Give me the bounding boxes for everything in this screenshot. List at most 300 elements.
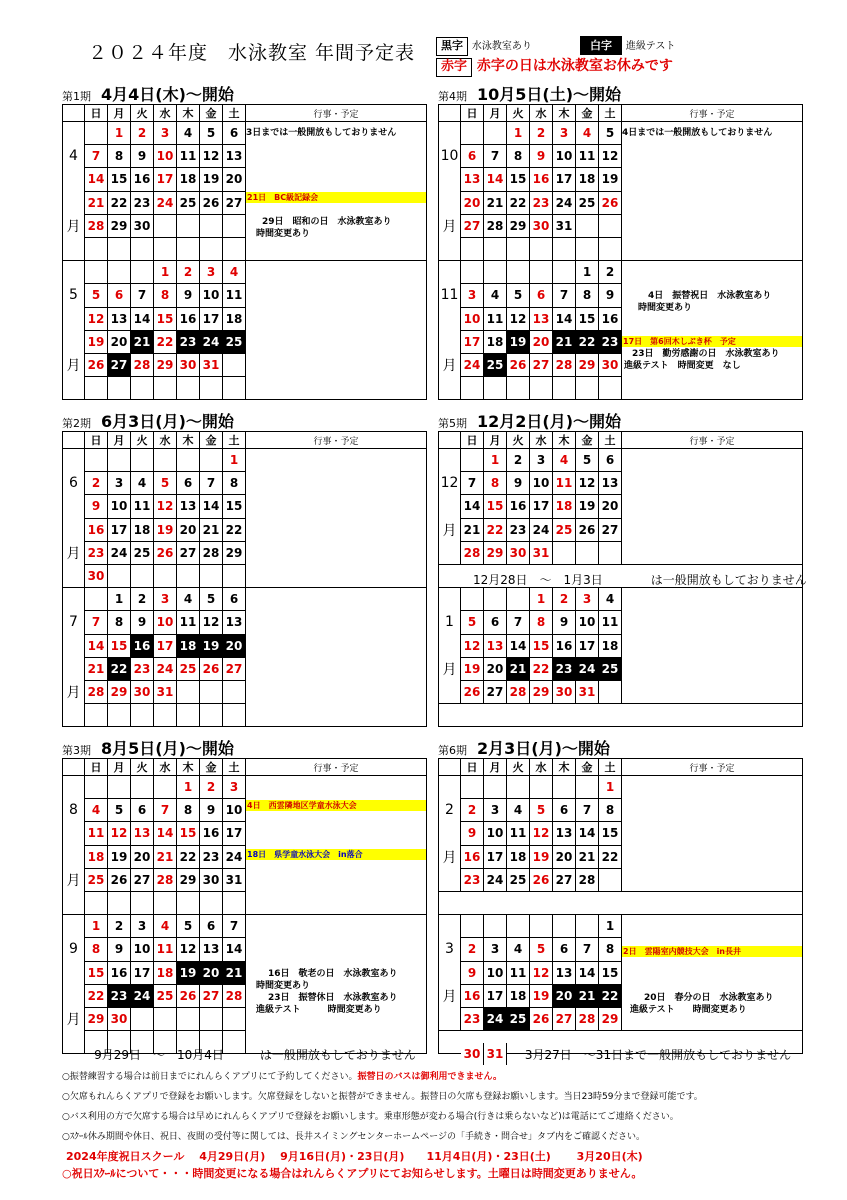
month-label: 月: [63, 541, 85, 564]
month-label: 月: [439, 984, 461, 1007]
month-label: 2: [439, 799, 461, 822]
day-cell: 15: [599, 822, 622, 845]
day-cell: 3: [553, 122, 576, 145]
span-note-row: [439, 891, 803, 914]
month-label: [63, 657, 85, 680]
event-cell: [246, 377, 427, 400]
day-cell: 24: [484, 868, 507, 891]
day-cell: 18: [223, 307, 246, 330]
day-cell: 6: [553, 799, 576, 822]
day-cell: 12: [108, 822, 131, 845]
event-cell: [246, 353, 427, 376]
day-cell: 10: [530, 472, 553, 495]
month-label: [63, 168, 85, 191]
day-cell: 25: [177, 191, 200, 214]
day-cell: 9: [461, 822, 484, 845]
note-apr-2: 29日 昭和の日 水泳教室あり: [262, 217, 392, 227]
day-cell: [484, 237, 507, 260]
day-cell: [553, 915, 576, 938]
day-cell: [484, 122, 507, 145]
day-cell: 23: [530, 191, 553, 214]
day-cell: 4: [507, 799, 530, 822]
day-cell: 17: [530, 495, 553, 518]
event-cell: [622, 845, 803, 868]
day-cell: [484, 588, 507, 611]
day-cell: [461, 377, 484, 400]
day-cell: 28: [85, 214, 108, 237]
day-cell: 1: [484, 449, 507, 472]
day-cell: 6: [108, 284, 131, 307]
day-cell: 16: [131, 634, 154, 657]
day-cell: [131, 237, 154, 260]
legend-red: [436, 57, 673, 77]
day-cell: [576, 541, 599, 564]
day-cell: [530, 915, 553, 938]
weekday-header: 金: [200, 105, 223, 122]
event-cell: [622, 377, 803, 400]
day-cell: 26: [200, 191, 223, 214]
day-cell: 28: [461, 541, 484, 564]
day-cell: 19: [177, 961, 200, 984]
day-cell: 14: [461, 495, 484, 518]
day-cell: 27: [553, 868, 576, 891]
day-cell: 12: [576, 472, 599, 495]
event-cell: [246, 938, 427, 961]
day-cell: 26: [200, 657, 223, 680]
day-cell: 4: [85, 799, 108, 822]
month-label: [439, 680, 461, 703]
day-cell: 24: [108, 541, 131, 564]
day-cell: [154, 214, 177, 237]
day-cell: 24: [576, 657, 599, 680]
day-cell: 19: [599, 168, 622, 191]
day-cell: 28: [484, 214, 507, 237]
day-cell: 6: [177, 472, 200, 495]
day-cell: 20: [131, 845, 154, 868]
day-cell: 23: [599, 330, 622, 353]
day-cell: 16: [461, 845, 484, 868]
event-header: 行事・予定: [246, 432, 427, 449]
day-cell: [108, 776, 131, 799]
day-cell: 30: [108, 1007, 131, 1030]
weekday-header: 水: [154, 759, 177, 776]
day-cell: 16: [131, 168, 154, 191]
period-heading: [438, 409, 621, 432]
weekday-header: 月: [484, 432, 507, 449]
day-cell: 1: [108, 588, 131, 611]
day-cell: 22: [108, 657, 131, 680]
day-cell: 11: [154, 938, 177, 961]
day-cell: 21: [154, 845, 177, 868]
day-cell: 9: [530, 145, 553, 168]
day-cell: [200, 680, 223, 703]
month-label: [439, 495, 461, 518]
day-cell: [154, 1007, 177, 1030]
legend-black-desc: 水泳教室あり: [471, 41, 532, 52]
event-cell: [246, 330, 427, 353]
day-cell: 13: [553, 961, 576, 984]
day-cell: 3: [131, 915, 154, 938]
day-cell: 23: [553, 657, 576, 680]
day-cell: 20: [530, 330, 553, 353]
day-cell: [576, 377, 599, 400]
day-cell: [461, 122, 484, 145]
day-cell: 26: [507, 353, 530, 376]
day-cell: 16: [507, 495, 530, 518]
month-col-head: [439, 759, 461, 776]
day-cell: 2: [200, 776, 223, 799]
day-cell: 15: [599, 961, 622, 984]
day-cell: 19: [576, 495, 599, 518]
day-cell: 29: [108, 680, 131, 703]
month-label: [63, 984, 85, 1007]
day-cell: 11: [131, 495, 154, 518]
day-cell: 2: [599, 261, 622, 284]
day-cell: 3: [576, 588, 599, 611]
day-cell: 9: [599, 284, 622, 307]
day-cell: 6: [223, 588, 246, 611]
note-oct-1: 4日までは一般開放もしておりません: [622, 128, 773, 138]
day-cell: [177, 237, 200, 260]
day-cell: 5: [461, 611, 484, 634]
event-header: 行事・予定: [622, 759, 803, 776]
day-cell: [553, 261, 576, 284]
day-cell: [576, 915, 599, 938]
day-cell: 17: [154, 168, 177, 191]
day-cell: [177, 680, 200, 703]
day-cell: 12: [530, 961, 553, 984]
event-cell: [622, 776, 803, 799]
day-cell: 13: [131, 822, 154, 845]
period-start: 12月2日(月)～開始: [477, 412, 622, 431]
weekday-header: 火: [507, 105, 530, 122]
day-cell: 15: [108, 168, 131, 191]
day-cell: 15: [154, 307, 177, 330]
day-cell: [223, 237, 246, 260]
event-cell: [622, 472, 803, 495]
day-cell: 13: [553, 822, 576, 845]
weekday-header: 木: [553, 432, 576, 449]
period-heading: [438, 82, 621, 105]
event-cell: [246, 168, 427, 191]
month-label: 月: [439, 657, 461, 680]
day-cell: [154, 237, 177, 260]
note-sep-3: 23日 振替休日 水泳教室あり: [268, 993, 398, 1003]
day-cell: 17: [154, 634, 177, 657]
day-cell: [200, 237, 223, 260]
event-cell: [246, 237, 427, 260]
weekday-header: 日: [461, 432, 484, 449]
day-cell: 30: [200, 868, 223, 891]
day-cell: 12: [507, 307, 530, 330]
note-sep-2: 時間変更あり: [256, 981, 311, 991]
day-cell: 14: [576, 822, 599, 845]
day-cell: 10: [131, 938, 154, 961]
day-cell: 3: [108, 472, 131, 495]
event-cell: [246, 307, 427, 330]
day-cell: 2: [530, 122, 553, 145]
day-cell: [85, 122, 108, 145]
day-cell: 27: [223, 191, 246, 214]
day-cell: [576, 214, 599, 237]
day-cell: 24: [154, 191, 177, 214]
period-heading: [438, 736, 610, 759]
note-mar-highlight: 2日 雲陽室内競技大会 in長井: [622, 946, 802, 957]
day-cell: 5: [576, 449, 599, 472]
weekday-header: 日: [461, 105, 484, 122]
weekday-header: 火: [131, 759, 154, 776]
month-label: 12: [439, 472, 461, 495]
day-cell: 8: [108, 145, 131, 168]
day-cell: 20: [553, 845, 576, 868]
day-cell: 10: [154, 145, 177, 168]
period-heading: [62, 409, 234, 432]
day-cell: 13: [223, 611, 246, 634]
weekday-header: 月: [108, 432, 131, 449]
day-cell: 23: [507, 518, 530, 541]
day-cell: 7: [576, 938, 599, 961]
day-cell: 20: [200, 961, 223, 984]
month-label: [439, 307, 461, 330]
month-label: 月: [439, 214, 461, 237]
day-cell: 10: [484, 961, 507, 984]
day-cell: 30: [599, 353, 622, 376]
day-cell: 17: [108, 518, 131, 541]
day-cell: 20: [177, 518, 200, 541]
day-cell: 20: [599, 495, 622, 518]
day-cell: 9: [200, 799, 223, 822]
day-cell: 8: [576, 284, 599, 307]
day-cell: 16: [599, 307, 622, 330]
day-cell: 30: [553, 680, 576, 703]
day-cell: 3: [461, 284, 484, 307]
day-cell: 7: [154, 799, 177, 822]
month-label: [63, 588, 85, 611]
day-cell: 5: [599, 122, 622, 145]
day-cell: 8: [484, 472, 507, 495]
day-cell: [131, 261, 154, 284]
day-cell: 19: [530, 845, 553, 868]
weekday-header: 水: [530, 759, 553, 776]
day-cell: 27: [108, 353, 131, 376]
day-cell: 1: [108, 122, 131, 145]
day-cell: 9: [507, 472, 530, 495]
month-label: 11: [439, 284, 461, 307]
month-label: [439, 1007, 461, 1030]
month-label: 月: [63, 868, 85, 891]
day-cell: 1: [599, 776, 622, 799]
month-label: 月: [63, 214, 85, 237]
day-cell: 14: [484, 168, 507, 191]
weekday-header: 木: [177, 759, 200, 776]
day-cell: 18: [131, 518, 154, 541]
note-apr-1: 3日までは一般開放もしておりません: [246, 128, 397, 138]
day-cell: 4: [154, 915, 177, 938]
day-cell: 25: [223, 330, 246, 353]
day-cell: 18: [177, 634, 200, 657]
day-cell: 3: [530, 449, 553, 472]
day-cell: 13: [223, 145, 246, 168]
day-cell: 28: [200, 541, 223, 564]
event-cell: [622, 634, 803, 657]
note-mar-span: 3月27日 ～31日まで一般開放もしておりません: [524, 1048, 792, 1062]
day-cell: [108, 449, 131, 472]
day-cell: [507, 261, 530, 284]
day-cell: [553, 776, 576, 799]
month-label: 1: [439, 611, 461, 634]
day-cell: 11: [507, 961, 530, 984]
day-cell: 21: [85, 657, 108, 680]
day-cell: 7: [484, 145, 507, 168]
weekday-header: 月: [108, 759, 131, 776]
day-cell: 9: [131, 145, 154, 168]
event-cell: [622, 449, 803, 472]
day-cell: 26: [461, 680, 484, 703]
day-cell: [108, 704, 131, 727]
day-cell: [461, 449, 484, 472]
day-cell: 4: [131, 472, 154, 495]
day-cell: 15: [530, 634, 553, 657]
event-cell: [622, 915, 803, 938]
event-cell: [622, 168, 803, 191]
event-cell: [246, 776, 427, 799]
day-cell: [154, 449, 177, 472]
day-cell: 25: [85, 868, 108, 891]
day-cell: 13: [108, 307, 131, 330]
footer-line-5: 2024年度祝日スクール 4月29日(月) 9月16日(月)・23日(月) 11月4日(月)・23日(土) 3月20日(木): [66, 1150, 643, 1163]
month-label: [63, 449, 85, 472]
event-cell: [246, 495, 427, 518]
day-cell: [154, 377, 177, 400]
day-cell: 14: [576, 961, 599, 984]
day-cell: 11: [177, 611, 200, 634]
day-cell: 24: [223, 845, 246, 868]
month-label: [439, 541, 461, 564]
weekday-header: 木: [553, 759, 576, 776]
day-cell: 30: [131, 214, 154, 237]
day-cell: 11: [223, 284, 246, 307]
day-cell: 24: [131, 984, 154, 1007]
weekday-header: 日: [85, 432, 108, 449]
month-col-head: [439, 432, 461, 449]
day-cell: [223, 214, 246, 237]
day-cell: 18: [85, 845, 108, 868]
day-cell: 21: [576, 984, 599, 1007]
day-cell: [576, 237, 599, 260]
day-cell: 31: [223, 868, 246, 891]
period-start: 10月5日(土)～開始: [477, 85, 622, 104]
event-cell: [622, 214, 803, 237]
month-label: [63, 961, 85, 984]
weekday-header: 火: [507, 759, 530, 776]
event-cell: [246, 449, 427, 472]
day-cell: [177, 214, 200, 237]
month-label: [63, 237, 85, 260]
day-cell: 8: [154, 284, 177, 307]
day-cell: 17: [461, 330, 484, 353]
event-cell: [246, 868, 427, 891]
period-label: 第5期: [438, 417, 467, 430]
day-cell: 21: [576, 845, 599, 868]
day-cell: 24: [484, 1007, 507, 1030]
period-label: 第4期: [438, 90, 467, 103]
day-cell: [200, 214, 223, 237]
weekday-header: 金: [200, 759, 223, 776]
day-cell: [484, 776, 507, 799]
event-cell: [622, 868, 803, 891]
day-cell: 28: [576, 868, 599, 891]
day-cell: 28: [85, 680, 108, 703]
day-cell: [223, 353, 246, 376]
day-cell: 23: [461, 868, 484, 891]
day-cell: [223, 680, 246, 703]
day-cell: [108, 891, 131, 914]
day-cell: 12: [177, 938, 200, 961]
day-cell: 22: [599, 984, 622, 1007]
day-cell: 17: [576, 634, 599, 657]
day-cell: 30: [131, 680, 154, 703]
day-cell: 4: [599, 588, 622, 611]
legend-white-desc: 進級テスト: [625, 41, 676, 52]
day-cell: 30: [507, 541, 530, 564]
month-label: 月: [439, 353, 461, 376]
legend-black: [436, 36, 532, 56]
day-cell: 4: [576, 122, 599, 145]
day-cell: [200, 1007, 223, 1030]
note-sep-span: 9月29日 ～ 10月4日 は一般開放もしておりません: [94, 1048, 416, 1062]
day-cell: 19: [530, 984, 553, 1007]
day-cell: 7: [461, 472, 484, 495]
day-cell: 31: [154, 680, 177, 703]
day-cell: 1: [507, 122, 530, 145]
day-cell: 9: [461, 961, 484, 984]
day-cell: 15: [85, 961, 108, 984]
event-cell: [622, 518, 803, 541]
day-cell: [131, 564, 154, 587]
day-cell: 27: [484, 680, 507, 703]
footer-line-4: ○ｽｸｰﾙ休み期間や休日、祝日、夜間の受付等に関しては、長井スイミングセンターホームページの「手続き・問合せ」タブ内をご確認ください。: [62, 1132, 645, 1142]
month-label: [63, 822, 85, 845]
month-label: [63, 307, 85, 330]
day-cell: [507, 915, 530, 938]
day-cell: 29: [223, 541, 246, 564]
day-cell: 22: [154, 330, 177, 353]
day-cell: 27: [131, 868, 154, 891]
weekday-header: 土: [599, 105, 622, 122]
calendar-table: [438, 758, 803, 1054]
month-label: [439, 168, 461, 191]
month-label: [439, 868, 461, 891]
month-label: [63, 634, 85, 657]
event-cell: [622, 191, 803, 214]
day-cell: 27: [553, 1007, 576, 1030]
day-cell: 26: [530, 868, 553, 891]
day-cell: 5: [177, 915, 200, 938]
day-cell: 21: [85, 191, 108, 214]
day-cell: 22: [599, 845, 622, 868]
note-sep-4: 進級テスト 時間変更あり: [256, 1005, 382, 1015]
day-cell: [530, 776, 553, 799]
day-cell: 9: [85, 495, 108, 518]
day-cell: 23: [108, 984, 131, 1007]
day-cell: [131, 776, 154, 799]
period-heading: [62, 82, 234, 105]
day-cell: 14: [200, 495, 223, 518]
day-cell: 12: [599, 145, 622, 168]
day-cell: [599, 868, 622, 891]
day-cell: 11: [599, 611, 622, 634]
day-cell: [154, 776, 177, 799]
